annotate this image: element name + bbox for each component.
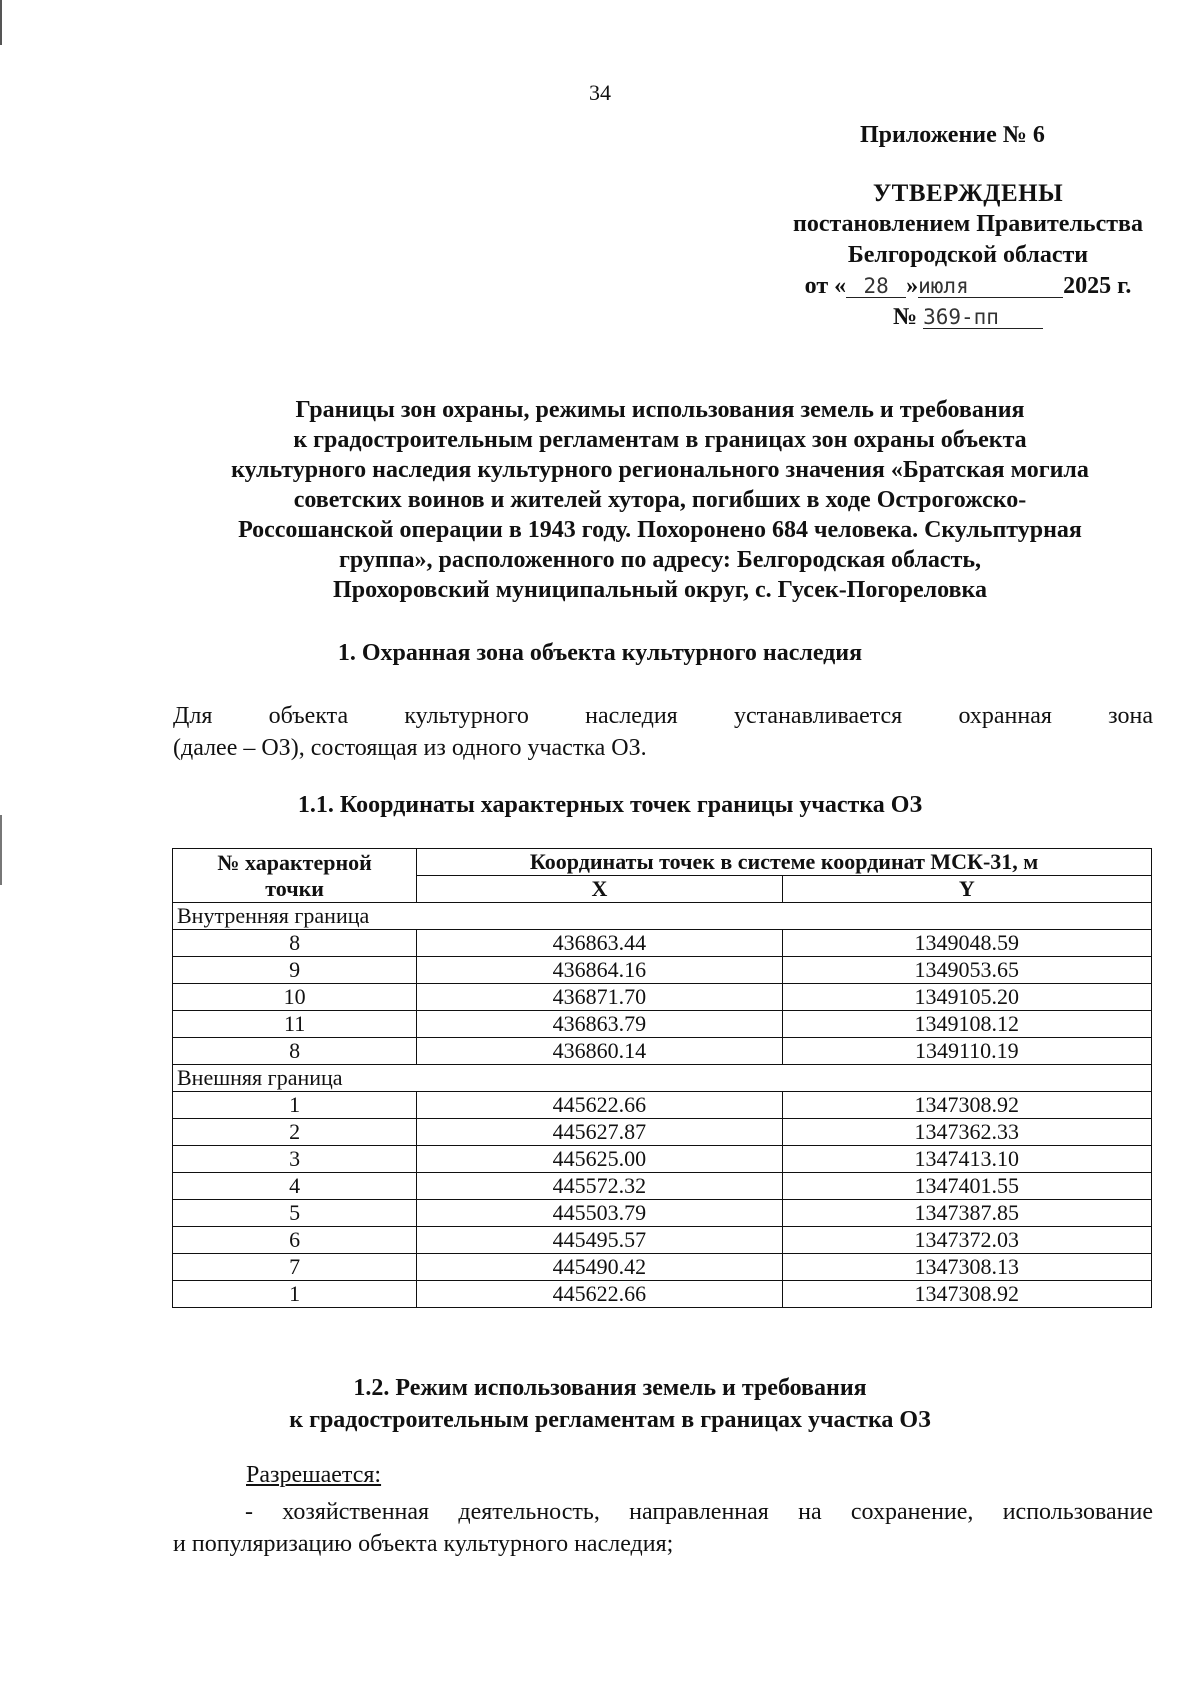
table-cell-x: 445622.66 [417,1092,782,1119]
table-cell-point: 1 [173,1281,417,1308]
table-group-row [173,1065,1152,1092]
table-cell-point: 4 [173,1173,417,1200]
date-month: июля [918,275,1063,298]
scan-edge-mark [0,815,2,885]
title-line: группа», расположенного по адресу: Белгородская область, [338,547,982,573]
section-1-2-heading-line-2: к градостроительным регламентам в границах участка ОЗ [289,1407,931,1433]
table-cell-point: 8 [173,930,417,957]
header-y: Y [782,876,1151,903]
title-line: Россошанской операции в 1943 году. Похоронено 684 человека. Скульптурная [238,517,1082,543]
header-point-line-2: точки [265,875,324,901]
table-cell-y: 1349108.12 [782,1011,1151,1038]
table-cell-x: 445627.87 [417,1119,782,1146]
table-cell-point: 1 [173,1092,417,1119]
table-row [173,1254,1152,1281]
table-row [173,957,1152,984]
table-row [173,1146,1152,1173]
table-group-label: Внешняя граница [173,1065,1152,1092]
appendix-label: Приложение № 6 [860,122,1045,148]
table-cell-point: 7 [173,1254,417,1281]
scan-edge-mark [0,0,2,45]
title-line: Границы зон охраны, режимы использования земель и требования [295,397,1025,423]
table-cell-y: 1347401.55 [782,1173,1151,1200]
allowed-item-1-line-2: и популяризацию объекта культурного наследия; [173,1531,674,1557]
table-cell-y: 1347308.92 [782,1092,1151,1119]
date-prefix: от « [804,273,847,299]
table-row [173,1173,1152,1200]
table-cell-x: 445572.32 [417,1173,782,1200]
section-1-1-heading: 1.1. Координаты характерных точек границы участка ОЗ [297,792,923,818]
coordinates-table [172,848,1152,1308]
document-title [160,395,1160,605]
coordinates-table-body [173,903,1152,1308]
table-cell-x: 445490.42 [417,1254,782,1281]
section-1-2-heading [0,1372,1200,1436]
table-row [173,1038,1152,1065]
title-line: Прохоровский муниципальный округ, с. Гусек-Погореловка [333,577,987,603]
table-cell-y: 1349053.65 [782,957,1151,984]
table-cell-point: 2 [173,1119,417,1146]
section-1-paragraph-line-1: Для объекта культурного наследия устанавливается охранная зона [173,703,1153,729]
table-cell-y: 1349048.59 [782,930,1151,957]
table-cell-y: 1349110.19 [782,1038,1151,1065]
table-row [173,1281,1152,1308]
table-cell-y: 1347387.85 [782,1200,1151,1227]
table-cell-point: 10 [173,984,417,1011]
allowed-label: Разрешается: [246,1462,382,1488]
table-cell-y: 1347362.33 [782,1119,1151,1146]
table-cell-x: 436863.44 [417,930,782,957]
table-cell-x: 445503.79 [417,1200,782,1227]
table-row [173,930,1152,957]
section-1-paragraph-line-2: (далее – ОЗ), состоящая из одного участка ОЗ. [173,735,647,761]
header-x: X [417,876,782,903]
title-line: культурного наследия культурного регионального значения «Братская могила [231,457,1089,483]
table-row [173,1227,1152,1254]
table-cell-point: 6 [173,1227,417,1254]
table-cell-x: 445495.57 [417,1227,782,1254]
approval-block [768,178,1168,333]
number-prefix: № [892,304,918,330]
date-mid: » [906,273,919,299]
table-cell-x: 436871.70 [417,984,782,1011]
table-cell-y: 1349105.20 [782,984,1151,1011]
header-coordinates: Координаты точек в системе координат МСК-31, м [417,849,1152,876]
date-year: 2025 г. [1063,273,1132,299]
date-day: 28 [846,275,906,298]
table-cell-x: 445625.00 [417,1146,782,1173]
table-group-label: Внутренняя граница [173,903,1152,930]
approval-heading: УТВЕРЖДЕНЫ [872,180,1064,207]
allowed-item-1-line-1: - хозяйственная деятельность, направленная на сохранение, использование [245,1499,1153,1525]
table-cell-point: 8 [173,1038,417,1065]
table-row [173,1092,1152,1119]
table-cell-y: 1347372.03 [782,1227,1151,1254]
table-cell-y: 1347413.10 [782,1146,1151,1173]
approval-line-1: постановлением Правительства [792,211,1143,237]
page-number: 34 [589,80,611,105]
number-value: 369-пп [923,306,1043,329]
table-cell-x: 445622.66 [417,1281,782,1308]
table-cell-y: 1347308.92 [782,1281,1151,1308]
section-1-heading: 1. Охранная зона объекта культурного наследия [337,640,863,666]
approval-number [768,302,1168,333]
section-1-2-heading-line-1: 1.2. Режим использования земель и требования [353,1375,867,1401]
approval-line-2: Белгородской области [847,242,1089,268]
header-point-line-1: № характерной [217,849,372,875]
approval-date [768,271,1168,302]
table-row [173,1011,1152,1038]
table-cell-x: 436863.79 [417,1011,782,1038]
table-group-row [173,903,1152,930]
table-cell-x: 436860.14 [417,1038,782,1065]
table-cell-point: 3 [173,1146,417,1173]
header-point-number [173,849,417,903]
table-row [173,984,1152,1011]
table-cell-x: 436864.16 [417,957,782,984]
title-line: к градостроительным регламентам в границах зон охраны объекта [293,427,1027,453]
table-cell-y: 1347308.13 [782,1254,1151,1281]
table-row [173,1200,1152,1227]
table-cell-point: 9 [173,957,417,984]
title-line: советских воинов и жителей хутора, погибших в ходе Острогожско- [293,487,1027,513]
table-row [173,1119,1152,1146]
table-cell-point: 11 [173,1011,417,1038]
table-cell-point: 5 [173,1200,417,1227]
